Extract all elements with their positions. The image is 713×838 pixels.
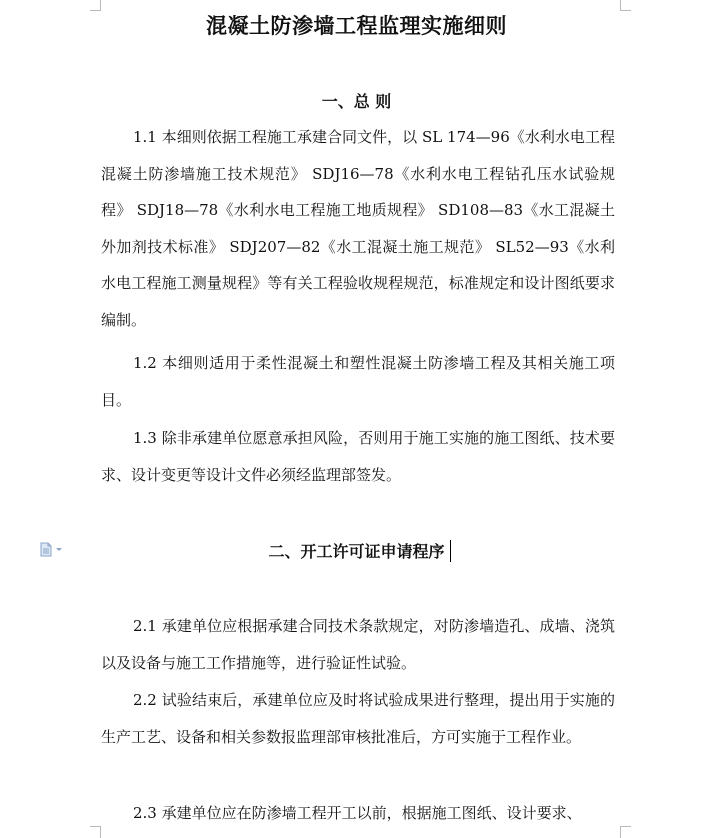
page-corner-mark — [90, 826, 101, 838]
section-heading-permit: 二、开工许可证申请程序 — [268, 542, 445, 561]
paragraph-2-3: 2.3 承建单位应在防渗墙工程开工以前，根据施工图纸、设计要求、 — [133, 804, 582, 822]
paragraph-1-2: 1.2 本细则适用于柔性混凝土和塑性混凝土防渗墙工程及其相关施工项目。 — [101, 354, 615, 409]
page-corner-mark — [620, 826, 631, 838]
text-cursor — [450, 540, 451, 562]
paragraph-2-2: 2.2 试验结束后，承建单位应及时将试验成果进行整理，提出用于实施的生产工艺、设备和相关参数报监理部审核批准后，方可实施于工程作业。 — [101, 691, 615, 746]
section-heading-general: 一、总 则 — [321, 92, 392, 111]
paragraph-2-1: 2.1 承建单位应根据承建合同技术条款规定，对防渗墙造孔、成墙、浇筑以及设备与施工工作措施等，进行验证性试验。 — [101, 617, 615, 672]
paragraph-1-1: 1.1 本细则依据工程施工承建合同文件，以 SL 174—96《水利水电工程混凝土防渗墙施工技术规范》 SDJ16—78《水利水电工程钻孔压水试验规程》 SDJ18—78《水利水电工程施工地质规程》 SD108—83《水工混凝土外加剂技术标准》 SDJ207—82《水工混凝土施工规范》 SL52—93《水利水电工程施工测量规程》等有关工程验收规程规范，标准规定和设计图纸要求编制。 — [101, 128, 615, 329]
document-title: 混凝土防渗墙工程监理实施细则 — [206, 13, 507, 38]
paragraph-1-3: 1.3 除非承建单位愿意承担风险，否则用于施工实施的施工图纸、技术要求、设计变更等设计文件必须经监理部签发。 — [101, 429, 615, 484]
